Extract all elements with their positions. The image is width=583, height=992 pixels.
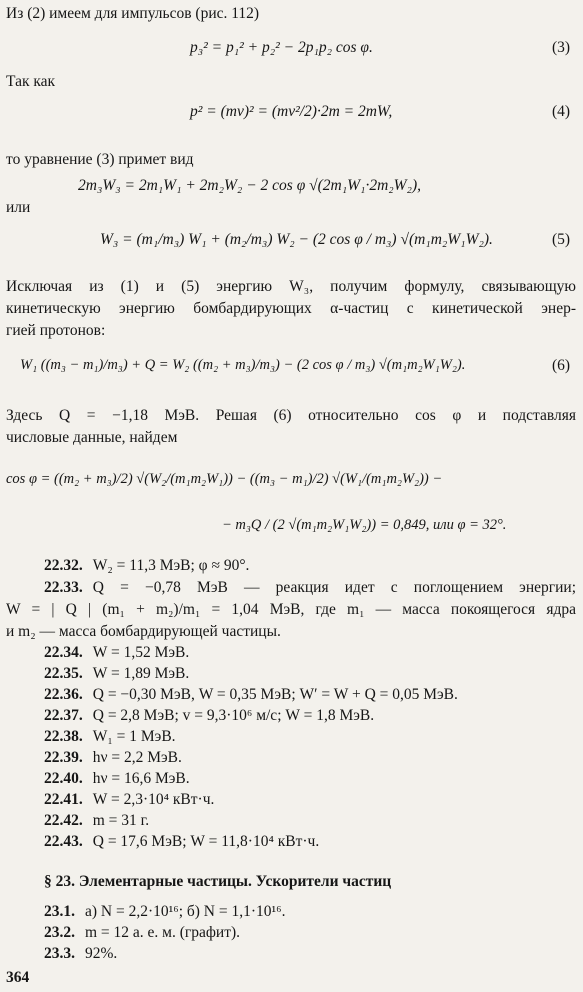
answer-continuation: и m₂ — масса бомбардирующей частицы.	[6, 623, 281, 640]
equation-number-4: (4)	[552, 103, 571, 120]
answer-line	[44, 923, 240, 942]
answer-text: W₂ = 11,3 МэВ; φ ≈ 90°.	[92, 557, 250, 574]
equation-cos: cos φ = ((m₂ + m₃)/2) √(W₂/(m₁m₂W₁)) − ((m₃ − m₁)/2) √(W₁/(m₁m₂W₂)) −	[6, 471, 443, 487]
paragraph-line: числовые данные, найдем	[6, 429, 178, 446]
answer-line	[44, 727, 176, 746]
answer-text: W = 2,3·10⁴ кВт·ч.	[92, 791, 215, 808]
equation-5: W₃ = (m₁/m₃) W₁ + (m₂/m₃) W₂ − (2 cos φ / m₃) √(m₁m₂W₁W₂).	[100, 231, 493, 248]
equation-4: p² = (mv)² = (mv²/2)·2m = 2mW,	[190, 103, 393, 120]
page-number: 364	[6, 969, 30, 986]
answer-text: Q = 17,6 МэВ; W = 11,8·10⁴ кВт·ч.	[92, 833, 320, 850]
answer-line	[44, 685, 458, 704]
paragraph-line: кинетическую энергию бомбардирующих α-частиц с кинетической энер-	[6, 300, 576, 317]
answer-number: 23.2.	[44, 924, 75, 941]
answer-line	[44, 643, 189, 662]
answer-line	[44, 902, 285, 921]
answer-number: 22.35.	[44, 665, 83, 682]
answer-line	[44, 578, 576, 597]
answer-number: 22.36.	[44, 686, 83, 703]
answer-number: 22.38.	[44, 728, 83, 745]
answer-line	[44, 790, 214, 809]
answer-text: Q = −0,78 МэВ — реакция идет с поглощением энергии;	[92, 579, 576, 596]
answer-text: Q = 2,8 МэВ; v = 9,3·10⁶ м/с; W = 1,8 МэВ.	[92, 707, 375, 724]
equation-3-expanded: 2m₃W₃ = 2m₁W₁ + 2m₂W₂ − 2 cos φ √(2m₁W₁·2m₂W₂),	[78, 177, 421, 194]
answer-line	[44, 748, 182, 767]
answer-number: 22.40.	[44, 770, 83, 787]
paragraph-line: гией протонов:	[6, 322, 106, 339]
answer-text: m = 31 г.	[92, 812, 150, 829]
answer-text: m = 12 а. е. м. (графит).	[85, 924, 241, 941]
answer-number: 22.37.	[44, 707, 83, 724]
answer-text: hν = 16,6 МэВ.	[92, 770, 190, 787]
answer-number: 22.41.	[44, 791, 83, 808]
text-line: Так как	[6, 73, 56, 90]
section-title: § 23. Элементарные частицы. Ускорители частиц	[44, 873, 392, 890]
paragraph-line: Здесь Q = −1,18 МэВ. Решая (6) относительно cos φ и подставляя	[6, 407, 576, 424]
answer-number: 22.32.	[44, 557, 83, 574]
answer-text: W₁ = 1 МэВ.	[92, 728, 176, 745]
equation-number-5: (5)	[552, 231, 571, 248]
answer-number: 22.34.	[44, 644, 83, 661]
answer-line	[44, 706, 374, 725]
intro-line: Из (2) имеем для импульсов (рис. 112)	[6, 5, 260, 22]
answer-line	[44, 944, 117, 963]
text-line: или	[6, 199, 31, 216]
answer-text: Q = −0,30 МэВ, W = 0,35 МэВ; W′ = W + Q = 0,05 МэВ.	[92, 686, 458, 703]
answer-text: W = 1,52 МэВ.	[92, 644, 190, 661]
answer-text: W = 1,89 МэВ.	[92, 665, 190, 682]
answer-text: hν = 2,2 МэВ.	[92, 749, 182, 766]
answer-line	[44, 556, 249, 575]
paragraph-line: Исключая из (1) и (5) энергию W₃, получим формулу, связывающую	[6, 278, 576, 295]
answer-number: 22.33.	[44, 579, 83, 596]
equation-number-3: (3)	[552, 39, 571, 56]
answer-number: 22.39.	[44, 749, 83, 766]
answer-number: 22.42.	[44, 812, 83, 829]
answer-number: 23.1.	[44, 903, 75, 920]
equation-3: p₃² = p₁² + p₂² − 2p₁p₂ cos φ.	[190, 39, 373, 56]
equation-6: W₁ ((m₃ − m₁)/m₃) + Q = W₂ ((m₂ + m₃)/m₃) − (2 cos φ / m₃) √(m₁m₂W₁W₂).	[20, 357, 466, 373]
answer-number: 23.3.	[44, 945, 75, 962]
answer-text: 92%.	[85, 945, 118, 962]
answer-text: а) N = 2,2·10¹⁶; б) N = 1,1·10¹⁶.	[85, 903, 286, 920]
equation-number-6: (6)	[552, 357, 571, 374]
answer-line	[44, 769, 190, 788]
answer-continuation: W = | Q | (m₁ + m₂)/m₁ = 1,04 МэВ, где m₁ — масса покоящегося ядра	[6, 601, 576, 618]
answer-line	[44, 664, 189, 683]
answer-line	[44, 832, 319, 851]
equation-cos-continued: − m₃Q / (2 √(m₁m₂W₁W₂)) = 0,849, или φ = 32°.	[222, 517, 507, 533]
answer-line	[44, 811, 149, 830]
answer-number: 22.43.	[44, 833, 83, 850]
text-line: то уравнение (3) примет вид	[6, 151, 194, 168]
